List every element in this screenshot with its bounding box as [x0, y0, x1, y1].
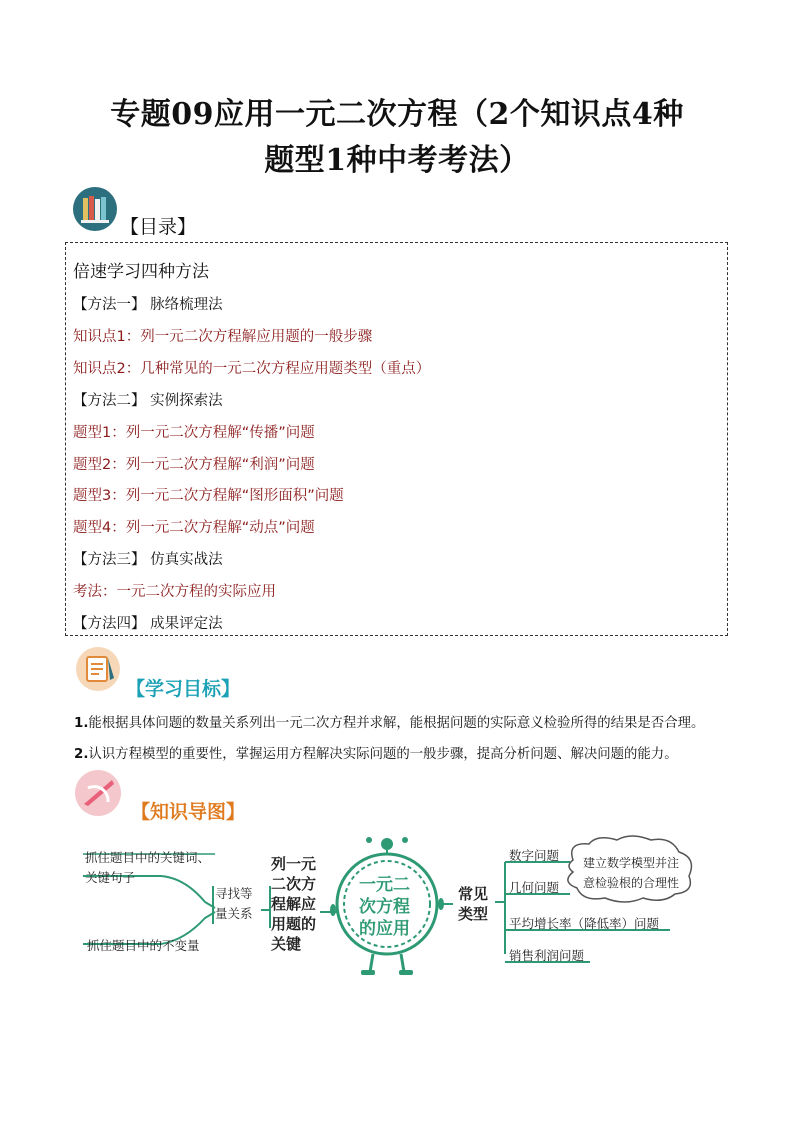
map-branch-3: 平均增长率（降低率）问题 [509, 916, 660, 931]
toc-item[interactable]: 题型1：列一元二次方程解“传播”问题 [73, 425, 315, 441]
toc-item[interactable]: 【方法二】 实例探索法 [73, 393, 223, 409]
toc-heading: 【目录】 [120, 216, 197, 238]
map-heading: 【知识导图】 [131, 801, 246, 823]
toc-item[interactable]: 题型2：列一元二次方程解“利润”问题 [73, 457, 315, 473]
key-line: 程解应 [271, 895, 317, 913]
key-line: 列一元 [271, 855, 317, 873]
goal-text: 能根据具体问题的数量关系列出一元二次方程并求解，能根据问题的实际意义检验所得的结果是否合理。 [88, 716, 705, 731]
toc-item[interactable]: 题型4：列一元二次方程解“动点”问题 [73, 520, 315, 536]
map-branch-4: 销售利润问题 [509, 948, 585, 963]
knowledge-map [65, 832, 705, 982]
books-icon [72, 186, 122, 232]
map-left-top-2: 关键句子 [85, 870, 136, 885]
map-key-node [271, 854, 316, 954]
goal-text: 认识方程模型的重要性，掌握运用方程解决实际问题的一般步骤，提高分析问题、解决问题的能力。 [88, 747, 678, 762]
key-line: 关键 [271, 935, 302, 953]
title-line-1: 专题09应用一元二次方程（2个知识点4种 [110, 97, 684, 132]
map-mid-1: 寻找等 [215, 886, 253, 901]
key-line: 用题的 [271, 915, 317, 933]
center-line: 一元二 [359, 875, 410, 895]
toc-item[interactable]: 【方法一】 脉络梳理法 [73, 297, 223, 313]
map-mid-2: 量关系 [215, 906, 253, 921]
center-line: 次方程 [359, 897, 410, 917]
map-branch-2: 几何问题 [509, 880, 560, 895]
goals-heading: 【学习目标】 [126, 678, 241, 700]
map-cloud-1: 建立数学模型并注 [583, 856, 680, 870]
notebook-icon [74, 646, 124, 692]
toc-item[interactable]: 【方法四】 成果评定法 [73, 616, 223, 632]
map-left-top-1: 抓住题目中的关键词、 [85, 850, 211, 865]
goal-item-1 [74, 712, 704, 731]
toc-item[interactable]: 考法：一元二次方程的实际应用 [73, 584, 276, 600]
map-cloud-2: 意检验根的合理性 [583, 876, 680, 890]
table-of-contents [65, 242, 728, 636]
map-center-text [359, 874, 410, 940]
map-branch-1: 数字问题 [509, 848, 560, 863]
key-line: 二次方 [271, 875, 317, 893]
document-title [0, 92, 794, 184]
title-line-2: 题型1种中考考法） [264, 143, 530, 178]
toc-item[interactable]: 题型3：列一元二次方程解“图形面积”问题 [73, 488, 344, 504]
types-line: 类型 [458, 905, 489, 923]
map-left-bottom: 抓住题目中的不变量 [87, 938, 200, 953]
types-line: 常见 [458, 885, 489, 903]
compass-ruler-icon [74, 768, 124, 814]
map-types-node [458, 884, 488, 924]
toc-intro: 倍速学习四种方法 [73, 262, 209, 282]
goal-number: 1. [74, 716, 89, 731]
center-line: 的应用 [359, 919, 410, 939]
goal-number: 2. [74, 747, 89, 762]
goal-item-2 [74, 743, 678, 762]
toc-item[interactable]: 知识点1：列一元二次方程解应用题的一般步骤 [73, 329, 373, 345]
toc-item[interactable]: 【方法三】 仿真实战法 [73, 552, 223, 568]
toc-item[interactable]: 知识点2：几种常见的一元二次方程应用题类型（重点） [73, 361, 431, 377]
